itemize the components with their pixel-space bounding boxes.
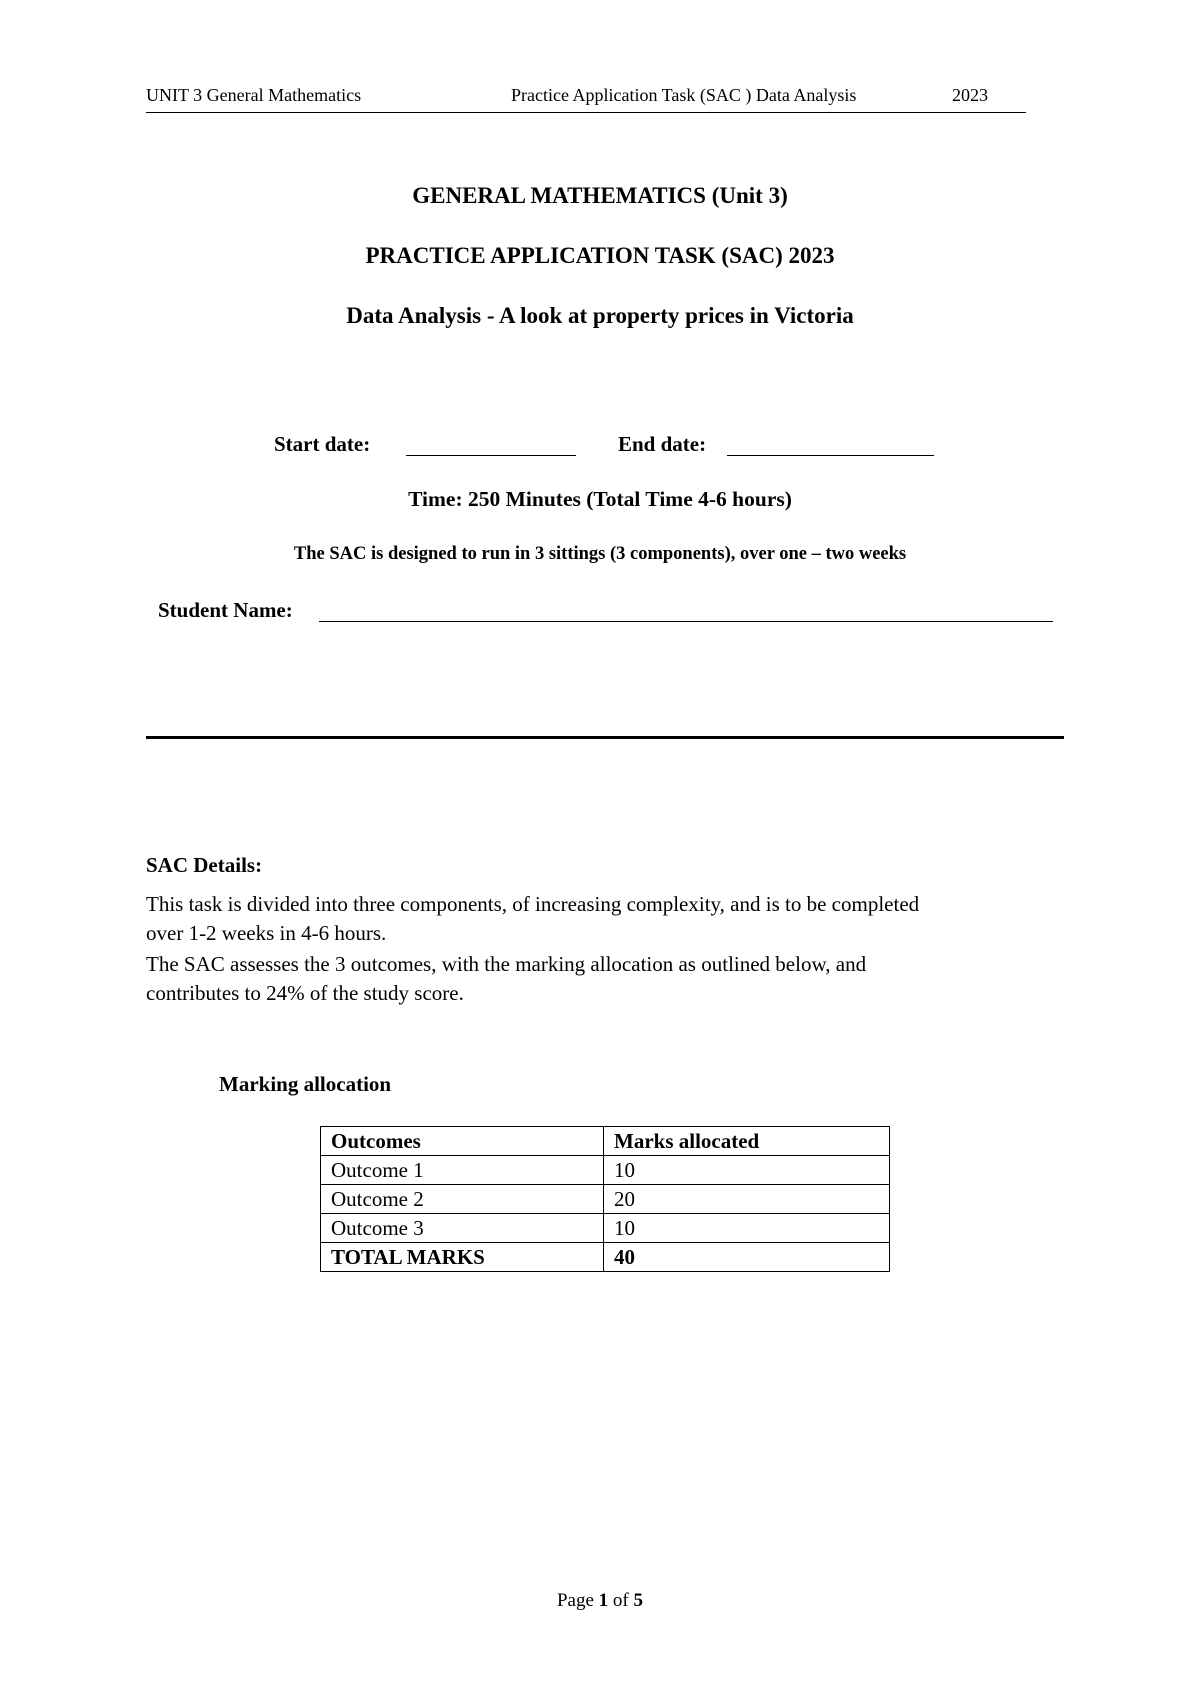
page-total: 5 [633, 1590, 643, 1611]
header-year: 2023 [952, 85, 988, 105]
outcome-cell: Outcome 2 [321, 1185, 604, 1214]
marks-cell: 10 [604, 1214, 890, 1243]
marking-heading: Marking allocation [219, 1072, 392, 1096]
header-center: Practice Application Task (SAC ) Data Analysis [511, 85, 857, 105]
table-row [321, 1185, 890, 1214]
outcome-cell: Outcome 1 [321, 1156, 604, 1185]
student-name-label: Student Name: [158, 598, 293, 622]
header-rule [146, 112, 1026, 113]
title-topic: Data Analysis - A look at property prices in Victoria [346, 303, 854, 328]
marking-table [320, 1126, 890, 1272]
end-date-blank[interactable] [727, 455, 934, 456]
total-label-cell: TOTAL MARKS [321, 1243, 604, 1272]
page-number [0, 1590, 1200, 1612]
details-paragraph-1-line-1: This task is divided into three components, of increasing complexity, and is to be completed [146, 892, 920, 916]
header-left: UNIT 3 General Mathematics [146, 85, 362, 105]
section-divider [146, 736, 1064, 739]
details-paragraph-2-line-1: The SAC assesses the 3 outcomes, with the marking allocation as outlined below, and [146, 952, 867, 976]
details-heading: SAC Details: [146, 853, 263, 877]
end-date-label: End date: [618, 432, 707, 456]
page-current: 1 [598, 1590, 609, 1611]
total-marks-cell: 40 [604, 1243, 890, 1272]
student-name-blank[interactable] [319, 621, 1053, 622]
details-paragraph-2-line-2: contributes to 24% of the study score. [146, 981, 464, 1005]
marks-cell: 20 [604, 1185, 890, 1214]
marks-cell: 10 [604, 1156, 890, 1185]
column-header-outcomes: Outcomes [321, 1127, 604, 1156]
details-paragraph-1-line-2: over 1-2 weeks in 4-6 hours. [146, 921, 387, 945]
sittings-line: The SAC is designed to run in 3 sittings (3 components), over one – two weeks [293, 544, 907, 564]
page-of: of [608, 1590, 634, 1611]
table-row [321, 1156, 890, 1185]
title-course: GENERAL MATHEMATICS (Unit 3) [412, 183, 788, 208]
table-row [321, 1214, 890, 1243]
total-row [321, 1243, 890, 1272]
start-date-label: Start date: [274, 432, 371, 456]
page-prefix: Page [556, 1590, 599, 1611]
title-task: PRACTICE APPLICATION TASK (SAC) 2023 [365, 243, 835, 268]
time-line: Time: 250 Minutes (Total Time 4-6 hours) [408, 487, 792, 511]
table-header-row [321, 1127, 890, 1156]
start-date-blank[interactable] [406, 455, 576, 456]
outcome-cell: Outcome 3 [321, 1214, 604, 1243]
column-header-marks: Marks allocated [604, 1127, 890, 1156]
